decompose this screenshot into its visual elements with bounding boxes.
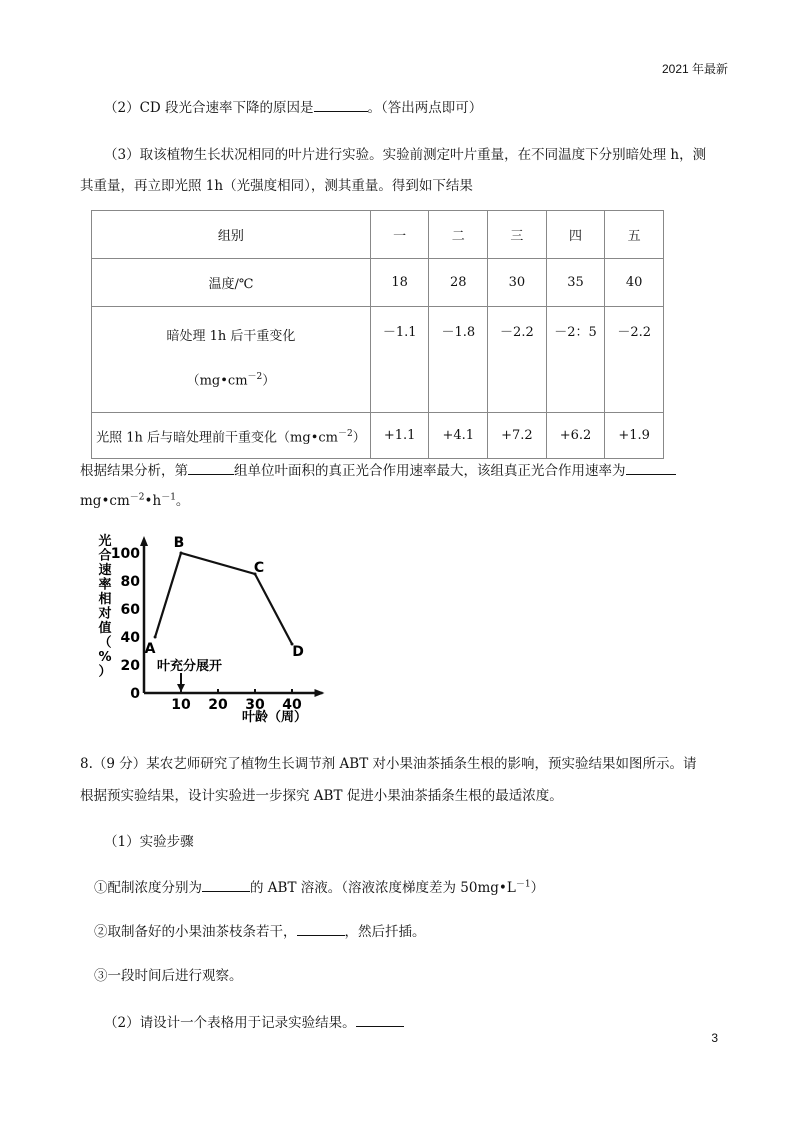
table-cell: 28 <box>429 259 488 307</box>
q8-step-3: ③一段时间后进行观察。 <box>94 968 243 984</box>
answer-blank[interactable] <box>188 462 234 475</box>
q3-line-2: 其重量，再立即光照 1h（光强度相同），测其重量。得到如下结果 <box>80 178 473 194</box>
page-header: 2021 年最新 <box>661 62 728 76</box>
point-label: B <box>173 535 185 551</box>
q8-part-2: （2）请设计一个表格用于记录实验结果。 <box>104 1011 404 1031</box>
table-row <box>92 211 664 259</box>
answer-blank[interactable] <box>202 879 250 892</box>
y-axis-label-char: 率 <box>98 577 112 593</box>
x-axis-label: 叶龄（周） <box>242 710 308 725</box>
table-cell: 组别 <box>92 211 371 259</box>
answer-blank[interactable] <box>314 99 368 112</box>
table-cell: 40 <box>605 259 664 307</box>
table-cell: +7.2 <box>488 413 547 459</box>
table-cell: 二 <box>429 211 488 259</box>
answer-blank[interactable] <box>356 1014 404 1027</box>
table-cell: －1.1 <box>370 307 429 413</box>
q8-line-2: 根据预实验结果，设计实验进一步探究 ABT 促进小果油茶插条生根的最适浓度。 <box>80 788 563 804</box>
table-cell: +1.1 <box>370 413 429 459</box>
table-cell: －2.2 <box>605 307 664 413</box>
series-line <box>155 553 292 644</box>
y-tick-label: 20 <box>120 658 140 674</box>
y-axis-label-char: 合 <box>98 548 112 564</box>
annotation-arrow-head <box>177 684 185 692</box>
analysis-line: 根据结果分析，第 组单位叶面积的真正光合作用速率最大，该组真正光合作用速率为 <box>80 459 676 479</box>
table-cell: 18 <box>370 259 429 307</box>
x-tick-label: 10 <box>171 697 191 713</box>
q2-tail: 。（答出两点即可） <box>367 100 483 116</box>
table-cell: －2.2 <box>488 307 547 413</box>
table-row <box>92 307 664 413</box>
y-tick-label: 40 <box>120 630 140 646</box>
data-point <box>180 552 183 555</box>
table-row <box>92 259 664 307</box>
y-axis-label <box>97 533 111 680</box>
q8-line-1: 8.（9 分）某农艺师研究了植物生长调节剂 ABT 对小果油茶插条生根的影响，预实验结果如图所示。请 <box>80 756 697 772</box>
table-cell: +6.2 <box>546 413 605 459</box>
table-cell: 一 <box>370 211 429 259</box>
y-axis-label-char: 速 <box>98 563 112 578</box>
y-tick-label: 60 <box>120 602 140 618</box>
point-label: A <box>144 641 156 657</box>
q2-line <box>104 96 482 116</box>
results-table <box>91 210 664 459</box>
table-cell: 五 <box>605 211 664 259</box>
table-cell: 30 <box>488 259 547 307</box>
y-axis-label-char: 对 <box>98 606 112 622</box>
table-cell: 光照 1h 后与暗处理前干重变化$(mg•cm^{-2})$ <box>92 413 371 459</box>
dark-label-2: $(mg•cm^{-2})$ <box>186 372 276 389</box>
y-axis-label-char: （ <box>98 635 112 651</box>
y-tick-label: 80 <box>120 574 140 590</box>
table-cell: +4.1 <box>429 413 488 459</box>
dark-label-1: 暗处理 1h 后干重变化 <box>166 329 296 345</box>
x-tick-label: 30 <box>245 697 265 713</box>
chart-ticks <box>111 546 302 713</box>
answer-blank[interactable] <box>297 923 345 936</box>
y-tick-label: 100 <box>110 546 140 562</box>
photosynthesis-chart <box>92 530 332 725</box>
table-cell: －2：5 <box>546 307 605 413</box>
x-tick-label: 20 <box>208 697 228 713</box>
answer-blank[interactable] <box>626 462 676 475</box>
y-axis-arrow <box>140 536 148 546</box>
q8-step-2: ②取制备好的小果油茶枝条若干， ，然后扦插。 <box>94 924 426 940</box>
chart-series <box>145 535 304 660</box>
point-label: D <box>292 644 304 660</box>
table-row <box>92 413 664 459</box>
page-number: 3 <box>711 1031 718 1045</box>
x-axis-arrow <box>315 689 325 697</box>
q8-step-heading: （1）实验步骤 <box>104 834 194 850</box>
chart-annotation <box>157 658 222 692</box>
y-axis-label-char: 相 <box>98 592 112 607</box>
table-cell: 温度/℃ <box>92 259 371 307</box>
point-label: C <box>253 560 265 576</box>
data-point <box>154 636 157 639</box>
analysis-unit: $mg•cm^{-2}•h^{-1}$。 <box>80 492 190 509</box>
y-axis-label-char: 光 <box>98 534 112 549</box>
annotation-text: 叶充分展开 <box>157 659 223 674</box>
q3-line-1: （3）取该植物生长状况相同的叶片进行实验。实验前测定叶片重量，在不同温度下分别暗处理 h，测 <box>104 147 707 163</box>
q8-step-1: ①配制浓度分别为 的 ABT 溶液。（溶液浓度梯度差为 $50mg•L^{-1}$） <box>94 879 545 896</box>
table-cell: －1.8 <box>429 307 488 413</box>
q2-text: （2）CD 段光合速率下降的原因是 <box>104 100 314 116</box>
y-tick-label: 0 <box>130 686 140 702</box>
y-axis-label-char: ） <box>98 664 112 680</box>
table-cell: 35 <box>546 259 605 307</box>
x-tick-label: 40 <box>282 697 302 713</box>
table-cell: 三 <box>488 211 547 259</box>
y-axis-label-char: % <box>98 650 112 665</box>
y-axis-label-char: 值 <box>98 621 112 636</box>
table-cell: +1.9 <box>605 413 664 459</box>
table-cell <box>92 307 371 413</box>
table-cell: 四 <box>546 211 605 259</box>
